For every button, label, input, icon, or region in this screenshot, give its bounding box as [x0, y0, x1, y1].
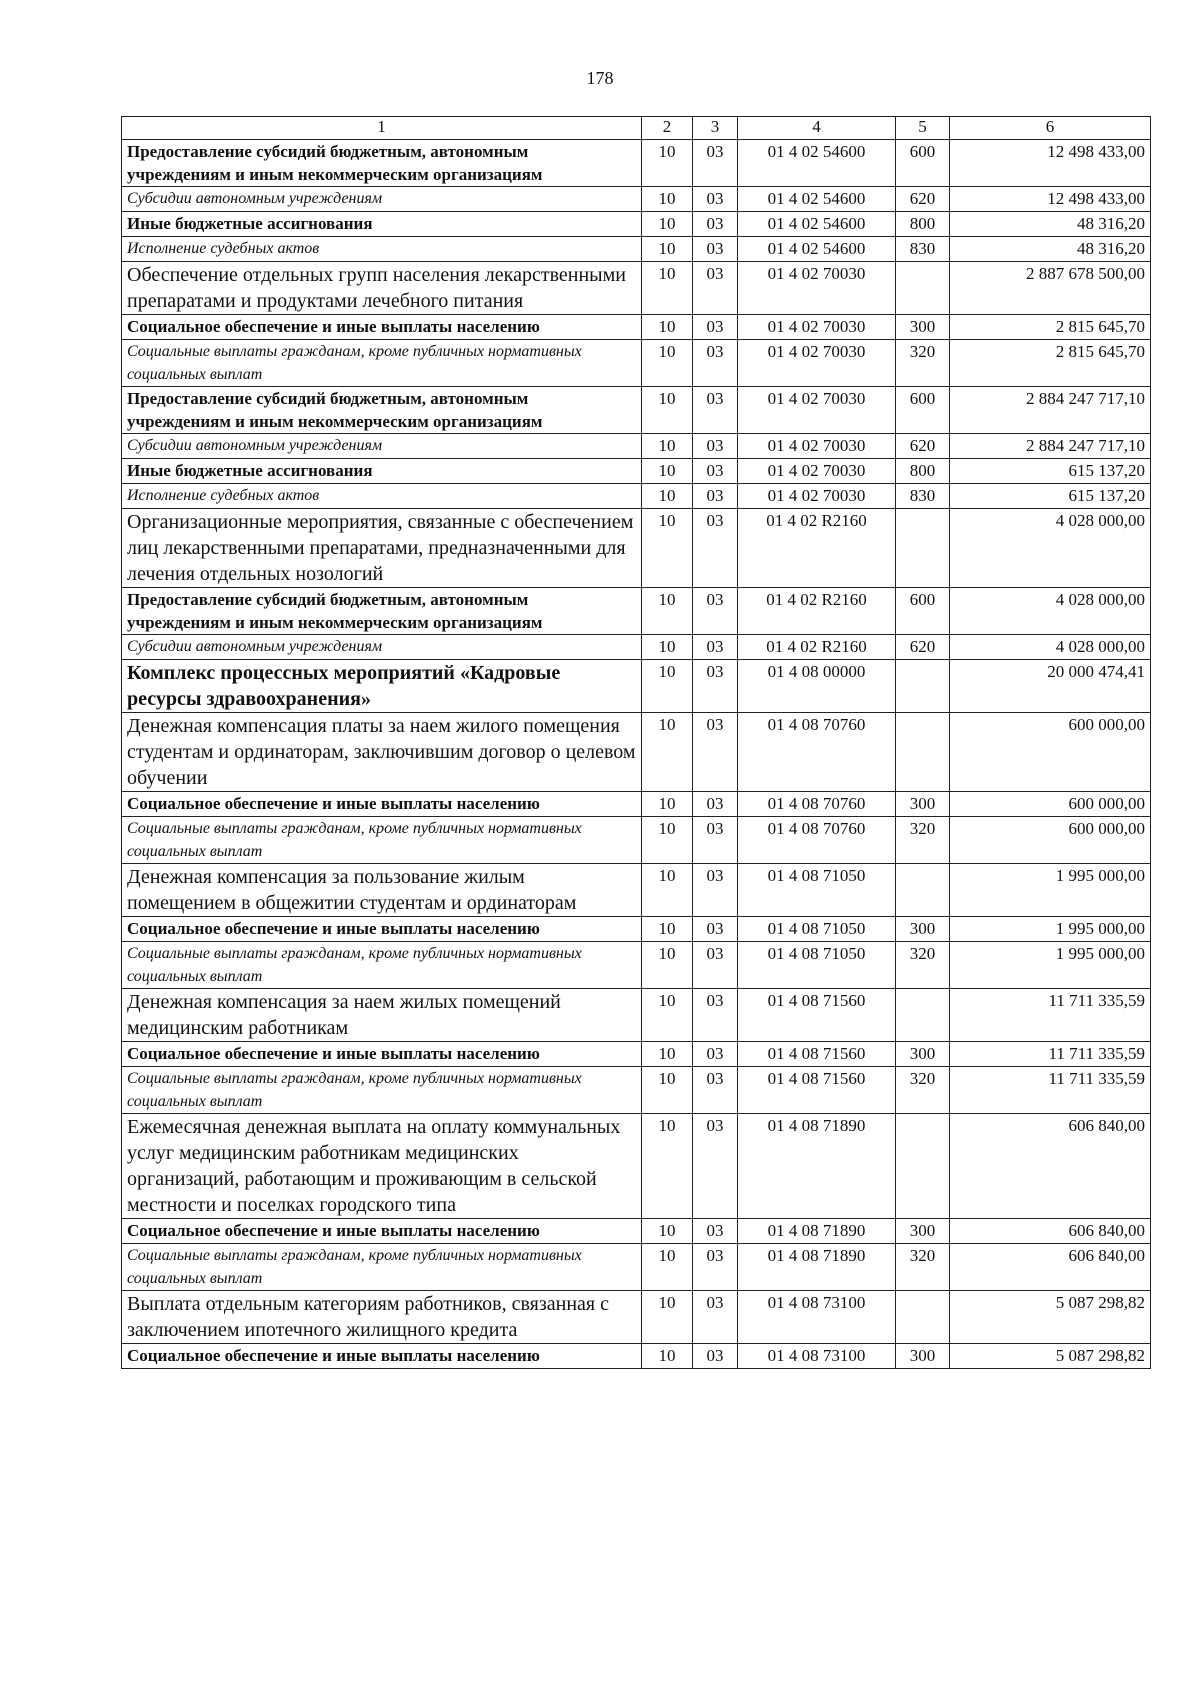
col-header-5: 5 [896, 117, 950, 140]
row-subsection: 03 [693, 942, 738, 989]
row-subsection: 03 [693, 509, 738, 588]
row-target-code: 01 4 08 71050 [738, 942, 896, 989]
row-target-code: 01 4 02 54600 [738, 187, 896, 212]
row-name: Социальное обеспечение и иные выплаты населению [122, 917, 642, 942]
row-subsection: 03 [693, 1114, 738, 1219]
row-target-code: 01 4 08 70760 [738, 817, 896, 864]
table-row [122, 140, 1151, 187]
row-name: Социальные выплаты гражданам, кроме публичных нормативных социальных выплат [122, 817, 642, 864]
table-row [122, 588, 1151, 635]
row-name: Социальное обеспечение и иные выплаты населению [122, 1219, 642, 1244]
row-target-code: 01 4 02 54600 [738, 212, 896, 237]
row-subsection: 03 [693, 1344, 738, 1369]
table-row [122, 459, 1151, 484]
row-target-code: 01 4 08 70760 [738, 713, 896, 792]
row-amount: 2 887 678 500,00 [950, 262, 1151, 315]
row-amount: 600 000,00 [950, 713, 1151, 792]
row-target-code: 01 4 02 R2160 [738, 588, 896, 635]
row-expense-type [896, 989, 950, 1042]
row-subsection: 03 [693, 792, 738, 817]
row-subsection: 03 [693, 262, 738, 315]
row-subsection: 03 [693, 1244, 738, 1291]
table-row [122, 315, 1151, 340]
table-row [122, 1344, 1151, 1369]
row-name: Социальное обеспечение и иные выплаты населению [122, 315, 642, 340]
table-row [122, 942, 1151, 989]
row-expense-type: 320 [896, 340, 950, 387]
col-header-2: 2 [642, 117, 693, 140]
row-target-code: 01 4 08 71560 [738, 1067, 896, 1114]
row-section: 10 [642, 262, 693, 315]
row-expense-type: 620 [896, 434, 950, 459]
row-section: 10 [642, 484, 693, 509]
row-section: 10 [642, 942, 693, 989]
row-name: Денежная компенсация платы за наем жилого помещения студентам и ординаторам, заключившим договор о целевом обучении [122, 713, 642, 792]
row-expense-type: 300 [896, 792, 950, 817]
row-amount: 2 884 247 717,10 [950, 387, 1151, 434]
row-expense-type [896, 713, 950, 792]
row-subsection: 03 [693, 484, 738, 509]
row-name: Иные бюджетные ассигнования [122, 459, 642, 484]
row-target-code: 01 4 02 70030 [738, 484, 896, 509]
row-name: Обеспечение отдельных групп населения лекарственными препаратами и продуктами лечебного питания [122, 262, 642, 315]
table-row [122, 484, 1151, 509]
table-row [122, 212, 1151, 237]
table-row [122, 434, 1151, 459]
row-amount: 606 840,00 [950, 1114, 1151, 1219]
row-amount: 2 815 645,70 [950, 315, 1151, 340]
row-section: 10 [642, 635, 693, 660]
row-subsection: 03 [693, 635, 738, 660]
row-subsection: 03 [693, 140, 738, 187]
row-section: 10 [642, 459, 693, 484]
row-subsection: 03 [693, 660, 738, 713]
row-amount: 1 995 000,00 [950, 917, 1151, 942]
row-expense-type: 830 [896, 484, 950, 509]
row-target-code: 01 4 02 70030 [738, 434, 896, 459]
row-target-code: 01 4 08 71050 [738, 917, 896, 942]
row-amount: 4 028 000,00 [950, 588, 1151, 635]
row-target-code: 01 4 08 71560 [738, 989, 896, 1042]
row-amount: 2 815 645,70 [950, 340, 1151, 387]
row-amount: 4 028 000,00 [950, 635, 1151, 660]
table-row [122, 1042, 1151, 1067]
row-section: 10 [642, 315, 693, 340]
row-amount: 606 840,00 [950, 1244, 1151, 1291]
row-target-code: 01 4 08 71050 [738, 864, 896, 917]
row-section: 10 [642, 917, 693, 942]
row-amount: 2 884 247 717,10 [950, 434, 1151, 459]
row-expense-type [896, 262, 950, 315]
row-amount: 5 087 298,82 [950, 1344, 1151, 1369]
table-body [122, 140, 1151, 1369]
row-expense-type: 800 [896, 212, 950, 237]
table-row [122, 1067, 1151, 1114]
row-name: Социальные выплаты гражданам, кроме публичных нормативных социальных выплат [122, 1244, 642, 1291]
table-row [122, 387, 1151, 434]
row-expense-type: 620 [896, 187, 950, 212]
row-subsection: 03 [693, 588, 738, 635]
table-row [122, 1291, 1151, 1344]
row-amount: 1 995 000,00 [950, 864, 1151, 917]
row-name: Исполнение судебных актов [122, 484, 642, 509]
row-expense-type: 320 [896, 942, 950, 989]
table-row [122, 262, 1151, 315]
row-subsection: 03 [693, 459, 738, 484]
row-amount: 600 000,00 [950, 792, 1151, 817]
row-subsection: 03 [693, 1291, 738, 1344]
row-expense-type [896, 1291, 950, 1344]
row-subsection: 03 [693, 1067, 738, 1114]
row-expense-type: 300 [896, 1042, 950, 1067]
row-target-code: 01 4 08 71890 [738, 1219, 896, 1244]
row-amount: 4 028 000,00 [950, 509, 1151, 588]
row-section: 10 [642, 660, 693, 713]
row-subsection: 03 [693, 1219, 738, 1244]
table-row [122, 864, 1151, 917]
col-header-6: 6 [950, 117, 1151, 140]
row-name: Комплекс процессных мероприятий «Кадровые ресурсы здравоохранения» [122, 660, 642, 713]
row-amount: 11 711 335,59 [950, 989, 1151, 1042]
row-expense-type [896, 660, 950, 713]
row-subsection: 03 [693, 1042, 738, 1067]
row-amount: 615 137,20 [950, 484, 1151, 509]
row-section: 10 [642, 1244, 693, 1291]
col-header-4: 4 [738, 117, 896, 140]
row-target-code: 01 4 02 70030 [738, 315, 896, 340]
row-amount: 20 000 474,41 [950, 660, 1151, 713]
row-expense-type: 300 [896, 315, 950, 340]
table-row [122, 237, 1151, 262]
row-section: 10 [642, 434, 693, 459]
table-row [122, 713, 1151, 792]
page-number: 178 [586, 68, 614, 88]
row-section: 10 [642, 1042, 693, 1067]
row-name: Предоставление субсидий бюджетным, автономным учреждениям и иным некоммерческим организациям [122, 588, 642, 635]
row-name: Предоставление субсидий бюджетным, автономным учреждениям и иным некоммерческим организациям [122, 140, 642, 187]
row-section: 10 [642, 212, 693, 237]
row-name: Социальное обеспечение и иные выплаты населению [122, 792, 642, 817]
row-amount: 48 316,20 [950, 237, 1151, 262]
row-section: 10 [642, 1219, 693, 1244]
row-expense-type: 320 [896, 817, 950, 864]
row-target-code: 01 4 02 54600 [738, 140, 896, 187]
row-expense-type: 800 [896, 459, 950, 484]
row-amount: 12 498 433,00 [950, 187, 1151, 212]
row-subsection: 03 [693, 340, 738, 387]
row-amount: 48 316,20 [950, 212, 1151, 237]
row-amount: 615 137,20 [950, 459, 1151, 484]
row-name: Субсидии автономным учреждениям [122, 635, 642, 660]
row-target-code: 01 4 02 R2160 [738, 509, 896, 588]
row-subsection: 03 [693, 237, 738, 262]
row-name: Социальные выплаты гражданам, кроме публичных нормативных социальных выплат [122, 340, 642, 387]
row-target-code: 01 4 02 70030 [738, 340, 896, 387]
row-target-code: 01 4 02 R2160 [738, 635, 896, 660]
row-amount: 600 000,00 [950, 817, 1151, 864]
row-subsection: 03 [693, 917, 738, 942]
table-row [122, 917, 1151, 942]
row-name: Субсидии автономным учреждениям [122, 434, 642, 459]
row-name: Социальные выплаты гражданам, кроме публичных нормативных социальных выплат [122, 1067, 642, 1114]
row-section: 10 [642, 792, 693, 817]
budget-table [121, 116, 1151, 1369]
row-section: 10 [642, 140, 693, 187]
row-expense-type: 830 [896, 237, 950, 262]
row-expense-type: 300 [896, 1219, 950, 1244]
row-target-code: 01 4 08 71890 [738, 1244, 896, 1291]
row-section: 10 [642, 1344, 693, 1369]
row-expense-type: 620 [896, 635, 950, 660]
row-target-code: 01 4 08 70760 [738, 792, 896, 817]
row-name: Исполнение судебных актов [122, 237, 642, 262]
row-expense-type: 300 [896, 1344, 950, 1369]
row-subsection: 03 [693, 864, 738, 917]
row-section: 10 [642, 387, 693, 434]
row-target-code: 01 4 02 70030 [738, 262, 896, 315]
table-row [122, 635, 1151, 660]
row-target-code: 01 4 08 73100 [738, 1344, 896, 1369]
row-expense-type: 300 [896, 917, 950, 942]
row-subsection: 03 [693, 434, 738, 459]
row-expense-type: 600 [896, 140, 950, 187]
row-expense-type: 600 [896, 387, 950, 434]
row-name: Предоставление субсидий бюджетным, автономным учреждениям и иным некоммерческим организациям [122, 387, 642, 434]
row-target-code: 01 4 02 70030 [738, 387, 896, 434]
table-row [122, 1244, 1151, 1291]
row-target-code: 01 4 08 71560 [738, 1042, 896, 1067]
row-subsection: 03 [693, 713, 738, 792]
table-row [122, 660, 1151, 713]
row-section: 10 [642, 1114, 693, 1219]
row-section: 10 [642, 1291, 693, 1344]
row-expense-type [896, 1114, 950, 1219]
row-amount: 12 498 433,00 [950, 140, 1151, 187]
table-row [122, 989, 1151, 1042]
row-expense-type: 320 [896, 1244, 950, 1291]
row-target-code: 01 4 02 70030 [738, 459, 896, 484]
row-name: Субсидии автономным учреждениям [122, 187, 642, 212]
row-section: 10 [642, 1067, 693, 1114]
table-row [122, 817, 1151, 864]
row-section: 10 [642, 187, 693, 212]
row-subsection: 03 [693, 817, 738, 864]
col-header-1: 1 [122, 117, 642, 140]
row-name: Социальное обеспечение и иные выплаты населению [122, 1344, 642, 1369]
row-subsection: 03 [693, 387, 738, 434]
header-row [122, 117, 1151, 140]
row-name: Денежная компенсация за наем жилых помещений медицинским работникам [122, 989, 642, 1042]
row-subsection: 03 [693, 187, 738, 212]
row-expense-type: 320 [896, 1067, 950, 1114]
row-section: 10 [642, 237, 693, 262]
row-section: 10 [642, 588, 693, 635]
row-expense-type [896, 864, 950, 917]
table-row [122, 1219, 1151, 1244]
row-section: 10 [642, 817, 693, 864]
row-name: Иные бюджетные ассигнования [122, 212, 642, 237]
row-amount: 606 840,00 [950, 1219, 1151, 1244]
row-name: Денежная компенсация за пользование жилым помещением в общежитии студентам и ординаторам [122, 864, 642, 917]
row-subsection: 03 [693, 212, 738, 237]
table-row [122, 509, 1151, 588]
table-row [122, 792, 1151, 817]
row-amount: 11 711 335,59 [950, 1067, 1151, 1114]
row-target-code: 01 4 08 71890 [738, 1114, 896, 1219]
row-section: 10 [642, 864, 693, 917]
row-target-code: 01 4 02 54600 [738, 237, 896, 262]
row-amount: 5 087 298,82 [950, 1291, 1151, 1344]
row-name: Социальное обеспечение и иные выплаты населению [122, 1042, 642, 1067]
row-section: 10 [642, 713, 693, 792]
row-target-code: 01 4 08 73100 [738, 1291, 896, 1344]
row-target-code: 01 4 08 00000 [738, 660, 896, 713]
row-subsection: 03 [693, 315, 738, 340]
row-name: Организационные мероприятия, связанные с обеспечением лиц лекарственными препаратами, предназначенными для лечения отдельных нозологий [122, 509, 642, 588]
row-name: Ежемесячная денежная выплата на оплату коммунальных услуг медицинским работникам медицинских организаций, работающим и проживающим в сельской местности и поселках городского типа [122, 1114, 642, 1219]
row-section: 10 [642, 340, 693, 387]
row-section: 10 [642, 509, 693, 588]
row-expense-type: 600 [896, 588, 950, 635]
row-amount: 1 995 000,00 [950, 942, 1151, 989]
row-expense-type [896, 509, 950, 588]
table-row [122, 1114, 1151, 1219]
table-row [122, 187, 1151, 212]
row-name: Социальные выплаты гражданам, кроме публичных нормативных социальных выплат [122, 942, 642, 989]
table-row [122, 340, 1151, 387]
row-section: 10 [642, 989, 693, 1042]
col-header-3: 3 [693, 117, 738, 140]
row-subsection: 03 [693, 989, 738, 1042]
row-name: Выплата отдельным категориям работников, связанная с заключением ипотечного жилищного кредита [122, 1291, 642, 1344]
row-amount: 11 711 335,59 [950, 1042, 1151, 1067]
